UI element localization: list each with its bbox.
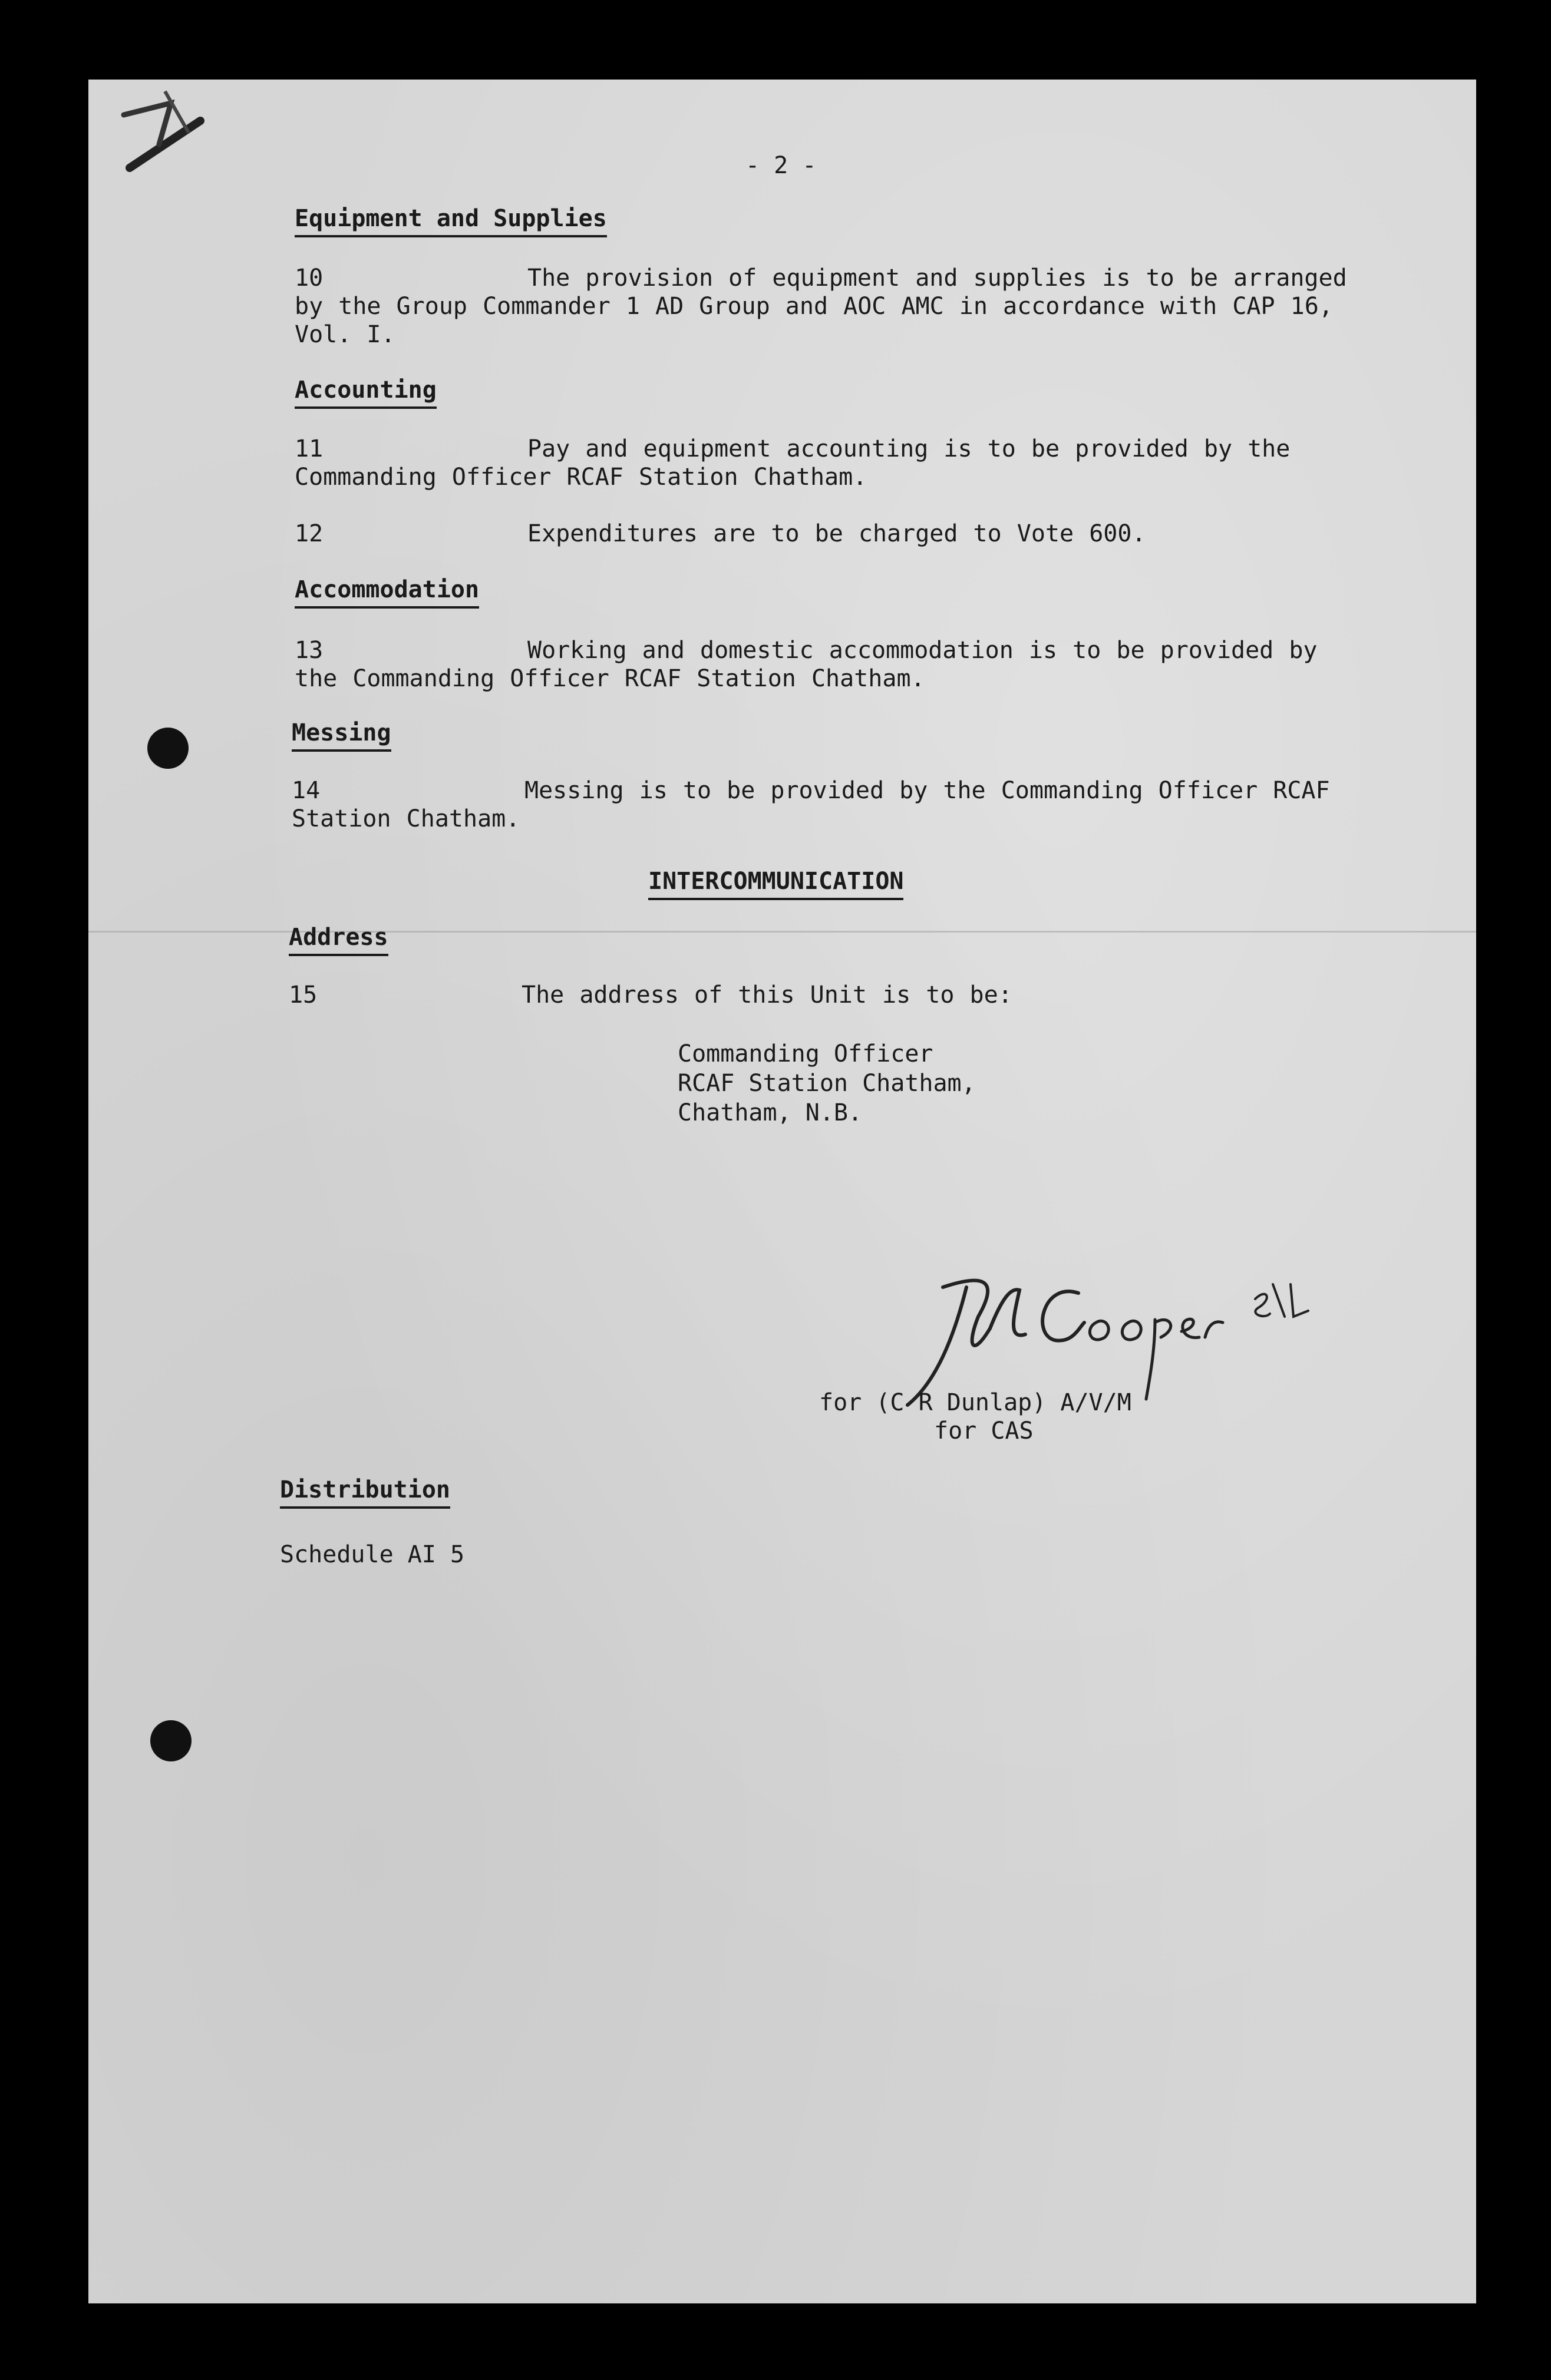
- paragraph-13: [295, 636, 1361, 693]
- heading-accommodation: Accommodation: [295, 576, 479, 609]
- signature-for-line: for (C R Dunlap) A/V/M: [819, 1389, 1131, 1416]
- paragraph-12: [295, 520, 1379, 548]
- heading-messing: Messing: [292, 719, 391, 752]
- paragraph-text: The provision of equipment and supplies is to be arranged by the Group Commander 1 AD Group and AOC AMC in accordance with CAP 16, Vol. I.: [295, 265, 1347, 348]
- heading-address: Address: [289, 923, 388, 956]
- paragraph-text: Pay and equipment accounting is to be provided by the Commanding Officer RCAF Station Chatham.: [295, 435, 1291, 491]
- document-page: [88, 80, 1476, 2303]
- paragraph-number: 11: [295, 435, 324, 462]
- address-line-2: RCAF Station Chatham,: [678, 1070, 976, 1097]
- paragraph-10: [295, 264, 1361, 349]
- distribution-value: Schedule AI 5: [280, 1541, 465, 1568]
- paragraph-number: 13: [295, 637, 324, 664]
- heading-intercommunication: INTERCOMMUNICATION: [648, 867, 903, 900]
- punch-hole-top: [147, 728, 189, 769]
- heading-distribution: Distribution: [280, 1476, 450, 1509]
- corner-staple-mark: [88, 80, 224, 191]
- address-line-3: Chatham, N.B.: [678, 1099, 863, 1126]
- paragraph-number: 14: [292, 777, 321, 804]
- paragraph-number: 10: [295, 265, 324, 292]
- paragraph-text: Working and domestic accommodation is to be provided by the Commanding Officer RCAF Station Chatham.: [295, 637, 1318, 692]
- punch-hole-bottom: [150, 1720, 192, 1761]
- signature-cas-line: for CAS: [934, 1417, 1034, 1444]
- paragraph-text: The address of this Unit is to be:: [522, 981, 1012, 1009]
- page-number: - 2 -: [745, 152, 817, 179]
- paragraph-text: Messing is to be provided by the Commanding Officer RCAF Station Chatham.: [292, 777, 1330, 832]
- heading-accounting: Accounting: [295, 376, 437, 409]
- paragraph-15: [289, 981, 1355, 1009]
- paragraph-text: Expenditures are to be charged to Vote 600.: [527, 520, 1146, 547]
- heading-equipment-supplies: Equipment and Supplies: [295, 204, 607, 237]
- paragraph-11: [295, 435, 1379, 491]
- paragraph-number: 12: [295, 520, 324, 547]
- paragraph-14: [292, 776, 1358, 833]
- address-line-1: Commanding Officer: [678, 1040, 933, 1067]
- paragraph-number: 15: [289, 981, 318, 1009]
